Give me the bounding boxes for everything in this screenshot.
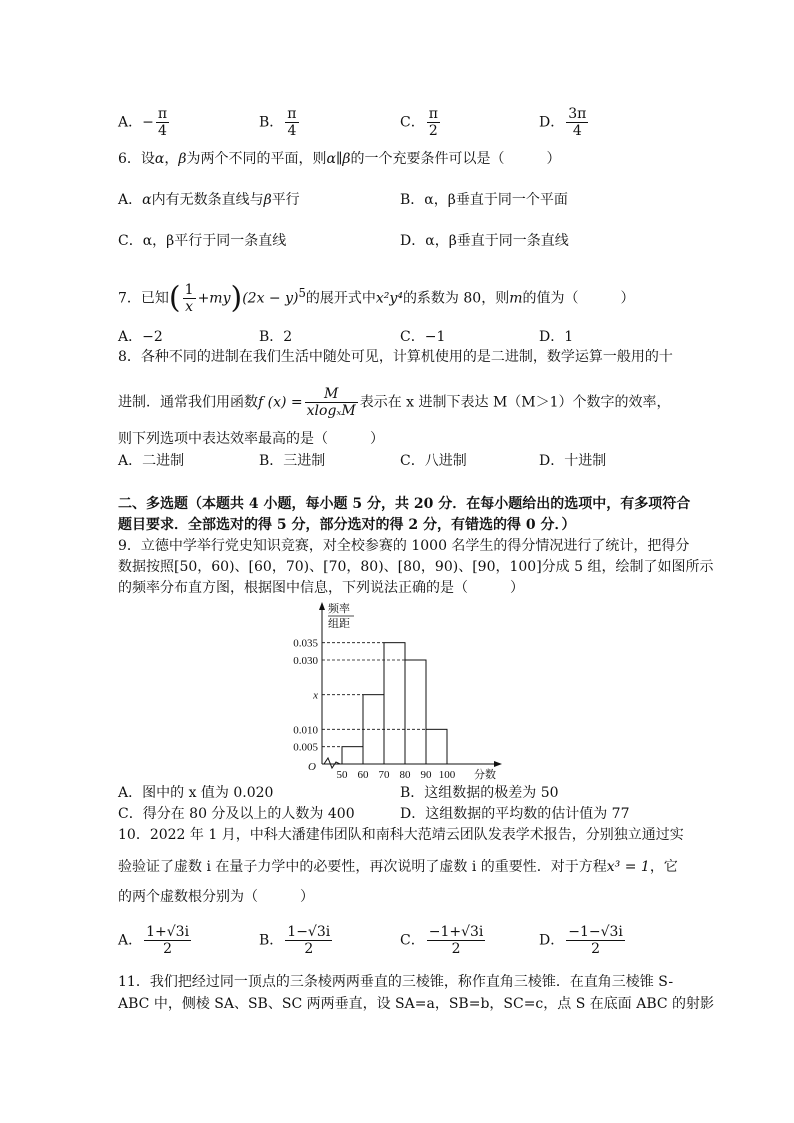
q8-line2: 进制．通常我们用函数f (x) = $\frac{M}{\text{xlogₓM}}$ 表示在 x 进制下表达 M（M＞1）个数字的效率，	[118, 386, 671, 419]
x-tick-label: 70	[378, 769, 390, 780]
q7-option-a: A．−2	[118, 329, 163, 345]
q5-option-d: D． $\frac{3\pi}{4}$	[539, 106, 587, 139]
q9-option-d: D．这组数据的平均数的估计值为 77	[400, 806, 630, 822]
q6-option-d: D．α，β垂直于同一条直线	[400, 233, 569, 249]
x-label: 分数	[474, 769, 496, 780]
q9-option-c: C．得分在 80 分及以上的人数为 400	[118, 806, 355, 822]
histogram-bar	[384, 643, 405, 764]
q10-option-d: D． $\frac{-1-√3i}{2}$	[539, 924, 623, 957]
fraction: $\frac{-1+√3i}{2}$	[428, 924, 484, 957]
q9-line2: 数据按照[50，60)、[60，70)、[70，80)、[80，90)、[90，100]分成 5 组，绘制了如图所示	[118, 559, 714, 575]
x-tick-label: 90	[420, 769, 432, 780]
paren-open: (	[168, 280, 181, 316]
q8-line1: 8．各种不同的进制在我们生活中随处可见，计算机使用的是二进制，数学运算一般用的十	[118, 349, 673, 365]
y-tick-label: 0.030	[293, 655, 318, 667]
x-tick-label: 60	[357, 769, 369, 780]
q7-option-b: B．2	[259, 329, 293, 345]
q9-line3: 的频率分布直方图，根据图中信息，下列说法正确的是（ ）	[118, 580, 524, 596]
q6-stem: 6．设α，β为两个不同的平面，则α∥β的一个充要条件可以是（ ）	[118, 151, 561, 167]
frequency-histogram	[280, 600, 510, 780]
x-tick-label: 80	[399, 769, 411, 780]
y-tick-label: x	[313, 689, 318, 702]
q8-option-a: A．二进制	[118, 453, 185, 469]
fraction: $\frac{\pi}{4}$	[157, 106, 168, 139]
fraction: $\frac{-1-√3i}{2}$	[568, 924, 623, 957]
q8-option-b: B．三进制	[259, 453, 326, 469]
q11-line1: 11．我们把经过同一顶点的三条棱两两垂直的三棱锥，称作直角三棱锥．在直角三棱锥 S-	[118, 974, 674, 990]
q10-option-a: A． $\frac{1+√3i}{2}$	[118, 924, 190, 957]
q9-line1: 9．立德中学举行党史知识竞赛，对全校参赛的 1000 名学生的得分情况进行了统计，把得分	[118, 538, 690, 554]
q6-option-a: A．α内有无数条直线与β平行	[118, 192, 300, 208]
y-axis-arrow	[319, 602, 325, 610]
y-label-top: 频率	[328, 603, 350, 615]
section2-heading: 二、多选题（本题共 4 小题，每小题 5 分，共 20 分．在每小题给出的选项中，有多项符合	[118, 496, 691, 512]
histogram-bar	[426, 729, 447, 764]
q7-stem: 7．已知( $\frac{1}{x}$ $+my)(2x - y)^5$的展开式中x²y⁴的系数为 80，则m的值为（ ）	[118, 280, 635, 316]
paren-close: )	[230, 280, 243, 316]
axis-break	[324, 758, 340, 768]
q10-line1: 10．2022 年 1 月，中科大潘建伟团队和南科大范靖云团队发表学术报告，分别独立通过实	[118, 827, 684, 843]
x-tick-label: 50	[336, 769, 348, 780]
q7-option-c: C．−1	[400, 329, 446, 345]
x-axis-arrow	[494, 761, 502, 767]
y-tick-label: 0.005	[293, 741, 318, 754]
q5-option-c: C． $\frac{\pi}{2}$	[400, 106, 438, 139]
fraction: $\frac{1}{x}$	[184, 282, 194, 315]
q8-option-d: D．十进制	[539, 453, 607, 469]
q10-option-b: B． $\frac{1-√3i}{2}$	[259, 924, 331, 957]
fraction: $\frac{\pi}{2}$	[428, 106, 438, 139]
y-tick-label: 0.010	[293, 724, 318, 737]
q5-option-b: B． $\frac{\pi}{4}$	[259, 106, 297, 139]
fraction: $\frac{M}{\text{xlogₓM}}$	[306, 386, 356, 419]
q6-option-c: C．α，β平行于同一条直线	[118, 233, 287, 249]
q6-option-b: B．α，β垂直于同一个平面	[400, 192, 568, 208]
fraction: $\frac{3\pi}{4}$	[568, 106, 587, 139]
y-label-bottom: 组距	[328, 618, 350, 630]
histogram-bar	[405, 660, 426, 764]
fraction: $\frac{\pi}{4}$	[287, 106, 297, 139]
q8-line3: 则下列选项中表达效率最高的是（ ）	[118, 431, 384, 447]
q8-option-c: C．八进制	[400, 453, 467, 469]
q10-line2: 验验证了虚数 i 在量子力学中的必要性，再次说明了虚数 i 的重要性．对于方程x³ = 1，它	[118, 859, 678, 875]
q5-option-a: A．− $\frac{\pi}{4}$	[118, 106, 168, 139]
q9-option-b: B．这组数据的极差为 50	[400, 785, 559, 801]
q10-option-c: C． $\frac{-1+√3i}{2}$	[400, 924, 484, 957]
fraction: $\frac{1-√3i}{2}$	[287, 924, 331, 957]
q10-line3: 的两个虚数根分别为（ ）	[118, 889, 314, 905]
origin-label: O	[308, 761, 316, 773]
q9-option-a: A．图中的 x 值为 0.020	[118, 785, 274, 801]
fraction: $\frac{1+√3i}{2}$	[146, 924, 190, 957]
q7-option-d: D．1	[539, 329, 574, 345]
y-tick-label: 0.035	[293, 637, 318, 650]
x-tick-label: 100	[438, 769, 456, 780]
q11-line2: ABC 中，侧棱 SA、SB、SC 两两垂直，设 SA=a，SB=b，SC=c，点 S 在底面 ABC 的射影	[118, 996, 715, 1012]
section2-heading-cont: 题目要求．全部选对的得 5 分，部分选对的得 2 分，有错选的得 0 分．）	[118, 517, 576, 533]
histogram-bar	[342, 747, 363, 764]
